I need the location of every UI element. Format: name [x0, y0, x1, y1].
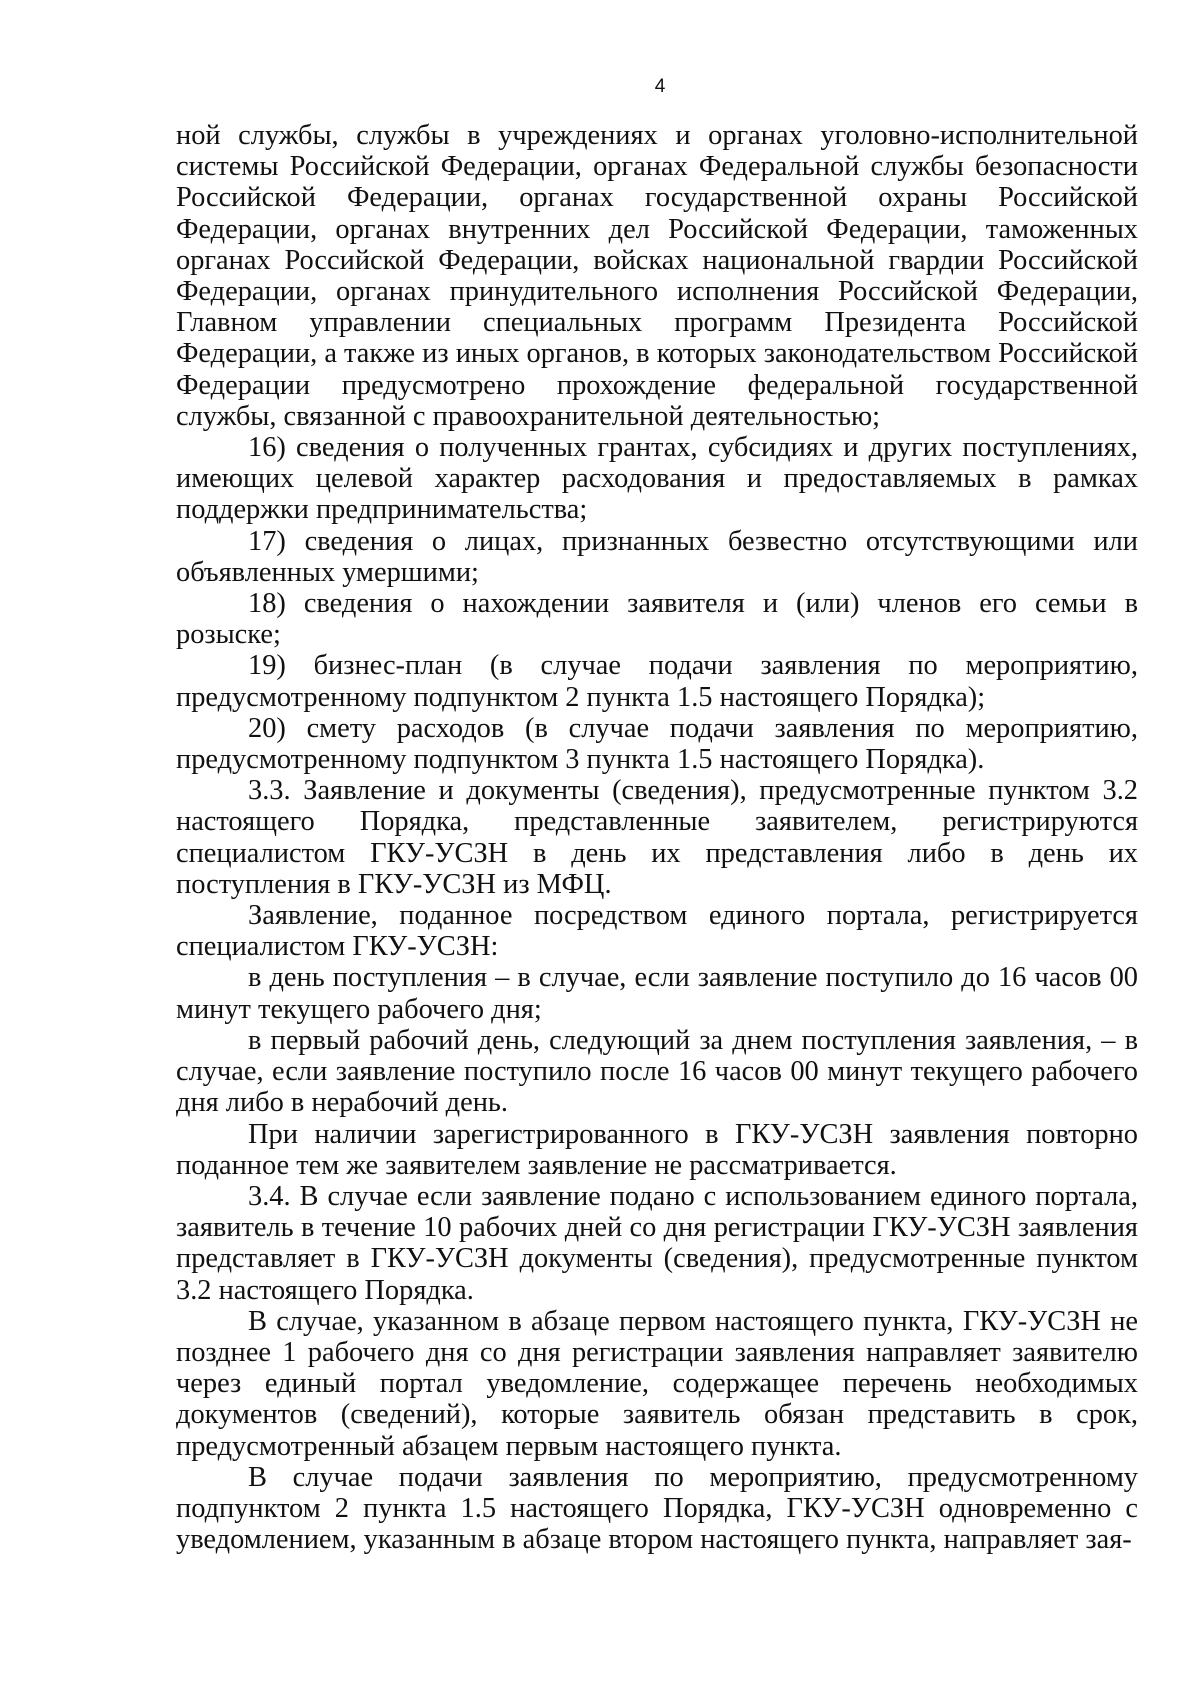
paragraph-clause-3-4: 3.4. В случае если заявление подано с использованием единого портала, заявитель в течение 10 рабочих дней со дня регистрации ГКУ-УСЗН заявления представляет в ГКУ-УСЗН документы (сведения), предусмотренные пунктом 3.2 настоящего Порядка. — [176, 1180, 1138, 1306]
paragraph-item-17: 17) сведения о лицах, признанных безвестно отсутствующими или объявленных умершими; — [176, 525, 1138, 588]
paragraph-item-18: 18) сведения о нахождении заявителя и (или) членов его семьи в розыске; — [176, 588, 1138, 651]
paragraph-clause-3-3: 3.3. Заявление и документы (сведения), предусмотренные пунктом 3.2 настоящего Порядка, представленные заявителем, регистрируются специалистом ГКУ-УСЗН в день их представления либо в день их поступления в ГКУ-УСЗН из МФЦ. — [176, 775, 1138, 900]
paragraph-notification: В случае, указанном в абзаце первом настоящего пункта, ГКУ-УСЗН не позднее 1 рабочего дня со дня регистрации заявления направляет заявителю через единый портал уведомление, содержащее перечень необходимых документов (сведений), которые заявитель обязан представить в срок, предусмотренный абзацем первым настоящего пункта. — [176, 1305, 1138, 1462]
paragraph-same-day: в день поступления – в случае, если заявление поступило до 16 часов 00 минут текущего рабочего дня; — [176, 962, 1138, 1025]
paragraph-item-16: 16) сведения о полученных грантах, субсидиях и других поступлениях, имеющих целевой характер расходования и предоставляемых в рамках поддержки предпринимательства; — [176, 432, 1138, 526]
paragraph-next-day: в первый рабочий день, следующий за днем поступления заявления, – в случае, если заявление поступило после 16 часов 00 минут текущего рабочего дня либо в нерабочий день. — [176, 1024, 1138, 1119]
paragraph-item-19: 19) бизнес-план (в случае подачи заявления по мероприятию, предусмотренному подпунктом 2 пункта 1.5 настоящего Порядка); — [176, 650, 1138, 713]
paragraph-continuation: ной службы, службы в учреждениях и органах уголовно-исполнительной системы Российской Федерации, органах Федеральной службы безопасности Российской Федерации, органах государственной охраны Российской Федерации, органах внутренних дел Российской Федерации, таможенных органах Российской Федерации, войсках национальной гвардии Российской Федерации, органах принудительного исполнения Российской Федерации, Главном управлении специальных программ Президента Российской Федерации, а также из иных органов, в которых законодательством Российской Федерации предусмотрено прохождение федеральной государственной службы, связанной с правоохранительной деятельностью; — [176, 120, 1138, 432]
document-body — [176, 120, 1138, 1555]
paragraph-portal-registration: Заявление, поданное посредством единого портала, регистрируется специалистом ГКУ-УСЗН: — [176, 900, 1138, 963]
paragraph-business-plan-case: В случае подачи заявления по мероприятию, предусмотренному подпунктом 2 пункта 1.5 настоящего Порядка, ГКУ-УСЗН одновременно с уведомлением, указанным в абзаце втором настоящего пункта, направляет зая- — [176, 1461, 1138, 1556]
paragraph-item-20: 20) смету расходов (в случае подачи заявления по мероприятию, предусмотренному подпунктом 3 пункта 1.5 настоящего Порядка). — [176, 712, 1138, 776]
page-number: 4 — [654, 76, 666, 97]
paragraph-repeat-application: При наличии зарегистрированного в ГКУ-УСЗН заявления повторно поданное тем же заявителем заявление не рассматривается. — [176, 1118, 1138, 1181]
